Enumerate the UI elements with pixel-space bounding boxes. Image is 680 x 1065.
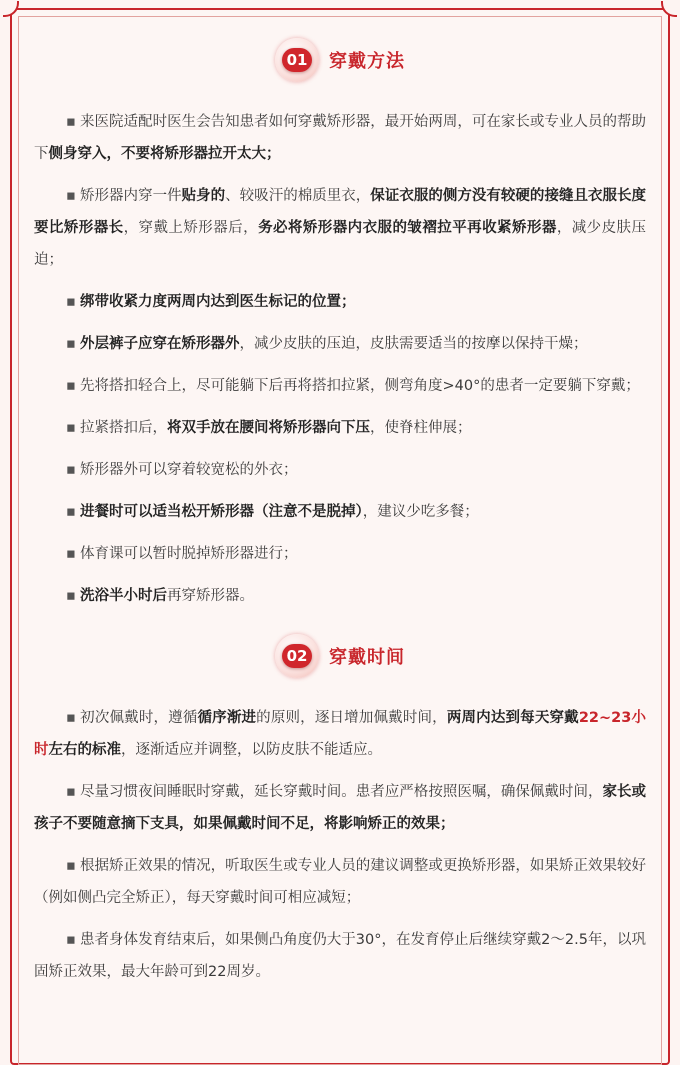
bullet-paragraph (34, 496, 646, 528)
emphasis-text: 洗浴半小时后 (80, 588, 167, 604)
body-text: 初次佩戴时，遵循 (80, 710, 198, 726)
body-text: 矫形器外可以穿着较宽松的外衣； (80, 462, 298, 478)
wearing-method-list (34, 106, 646, 612)
bullet-icon: ▪ (66, 420, 76, 436)
bullet-paragraph (34, 286, 646, 318)
bullet-icon: ▪ (66, 710, 76, 726)
body-text: ，减少皮肤压迫； (34, 220, 646, 268)
body-text: 体育课可以暂时脱掉矫形器进行； (80, 546, 298, 562)
bullet-paragraph (34, 538, 646, 570)
bullet-paragraph (34, 580, 646, 612)
bullet-icon: ▪ (66, 504, 76, 520)
bullet-icon: ▪ (66, 932, 76, 948)
bullet-paragraph (34, 328, 646, 360)
bullet-paragraph (34, 106, 646, 170)
bullet-paragraph (34, 776, 646, 840)
emphasis-text: 进餐时可以适当松开矫形器（注意不是脱掉） (80, 504, 363, 520)
emphasis-text: 贴身的 (181, 188, 226, 204)
emphasis-text: 外层裤子应穿在矫形器外 (80, 336, 240, 352)
section-number-badge (275, 634, 319, 678)
emphasis-text: 家长或孩子不要随意摘下支具，如果佩戴时间不足，将影响矫正的效果； (34, 784, 647, 832)
bullet-icon: ▪ (66, 588, 76, 604)
body-text: 再穿矫形器。 (167, 588, 254, 604)
emphasis-text: 绑带收紧力度两周内达到医生标记的位置； (80, 294, 356, 310)
body-text: 根据矫正效果的情况，听取医生或专业人员的建议调整或更换矫形器，如果矫正效果较好（例如侧凸完全矫正），每天穿戴时间可相应减短； (34, 858, 646, 906)
bullet-paragraph (34, 924, 646, 988)
bullet-icon: ▪ (66, 294, 76, 310)
emphasis-text: 保证衣服的侧方没有较硬的接缝且衣服长度要比矫形器长 (34, 188, 647, 236)
body-text: 患者身体发育结束后，如果侧凸角度仍大于30°，在发育停止后继续穿戴2～2.5年，以巩固矫正效果，最大年龄可到22周岁。 (34, 932, 646, 980)
body-text: ，减少皮肤的压迫，皮肤需要适当的按摩以保持干燥； (239, 336, 588, 352)
section-title: 穿戴方法 (329, 51, 405, 72)
body-text: ，穿戴上矫形器后， (123, 220, 259, 236)
emphasis-text: 左右的标准 (48, 742, 121, 758)
section-title: 穿戴时间 (329, 647, 405, 668)
wearing-time-list (34, 702, 646, 988)
bullet-icon: ▪ (66, 858, 76, 874)
emphasis-text: 循序渐进 (197, 710, 257, 726)
bullet-paragraph (34, 412, 646, 444)
bullet-icon: ▪ (66, 378, 76, 394)
section-header (34, 626, 646, 686)
article-content (34, 30, 646, 998)
body-text: 尽量习惯夜间睡眠时穿戴，延长穿戴时间。患者应严格按照医嘱，确保佩戴时间， (80, 784, 603, 800)
bullet-icon: ▪ (66, 114, 76, 130)
bullet-paragraph (34, 180, 646, 276)
body-text: ，使脊柱伸展； (370, 420, 472, 436)
bullet-paragraph (34, 850, 646, 914)
bullet-paragraph (34, 454, 646, 486)
bullet-paragraph (34, 370, 646, 402)
body-text: 的原则，逐日增加佩戴时间， (256, 710, 447, 726)
section-number: 02 (282, 644, 312, 668)
body-text: 矫形器内穿一件 (80, 188, 182, 204)
bullet-icon: ▪ (66, 462, 76, 478)
section-number: 01 (282, 48, 312, 72)
section-header (34, 30, 646, 90)
body-text: 、较吸汗的棉质里衣， (225, 188, 371, 204)
body-text: ，逐渐适应并调整，以防皮肤不能适应。 (121, 742, 382, 758)
body-text: 来医院适配时医生会告知患者如何穿戴矫形器，最开始两周，可在家长或专业人员的帮助下 (34, 114, 646, 162)
emphasis-text: 将双手放在腰间将矫形器向下压 (167, 420, 370, 436)
emphasis-text: 两周内达到每天穿戴 (446, 710, 579, 726)
bullet-icon: ▪ (66, 546, 76, 562)
section-number-badge (275, 38, 319, 82)
bullet-icon: ▪ (66, 336, 76, 352)
bullet-paragraph (34, 702, 646, 766)
bullet-icon: ▪ (66, 188, 76, 204)
highlight-text: 22~23小时 (34, 710, 647, 758)
body-text: ，建议少吃多餐； (362, 504, 479, 520)
emphasis-text: 侧身穿入，不要将矫形器拉开太大； (48, 146, 281, 162)
body-text: 先将搭扣轻合上，尽可能躺下后再将搭扣拉紧，侧弯角度>40°的患者一定要躺下穿戴； (80, 378, 640, 394)
bullet-icon: ▪ (66, 784, 76, 800)
body-text: 拉紧搭扣后， (80, 420, 167, 436)
emphasis-text: 务必将矫形器内衣服的皱褶拉平再收紧矫形器 (258, 220, 557, 236)
